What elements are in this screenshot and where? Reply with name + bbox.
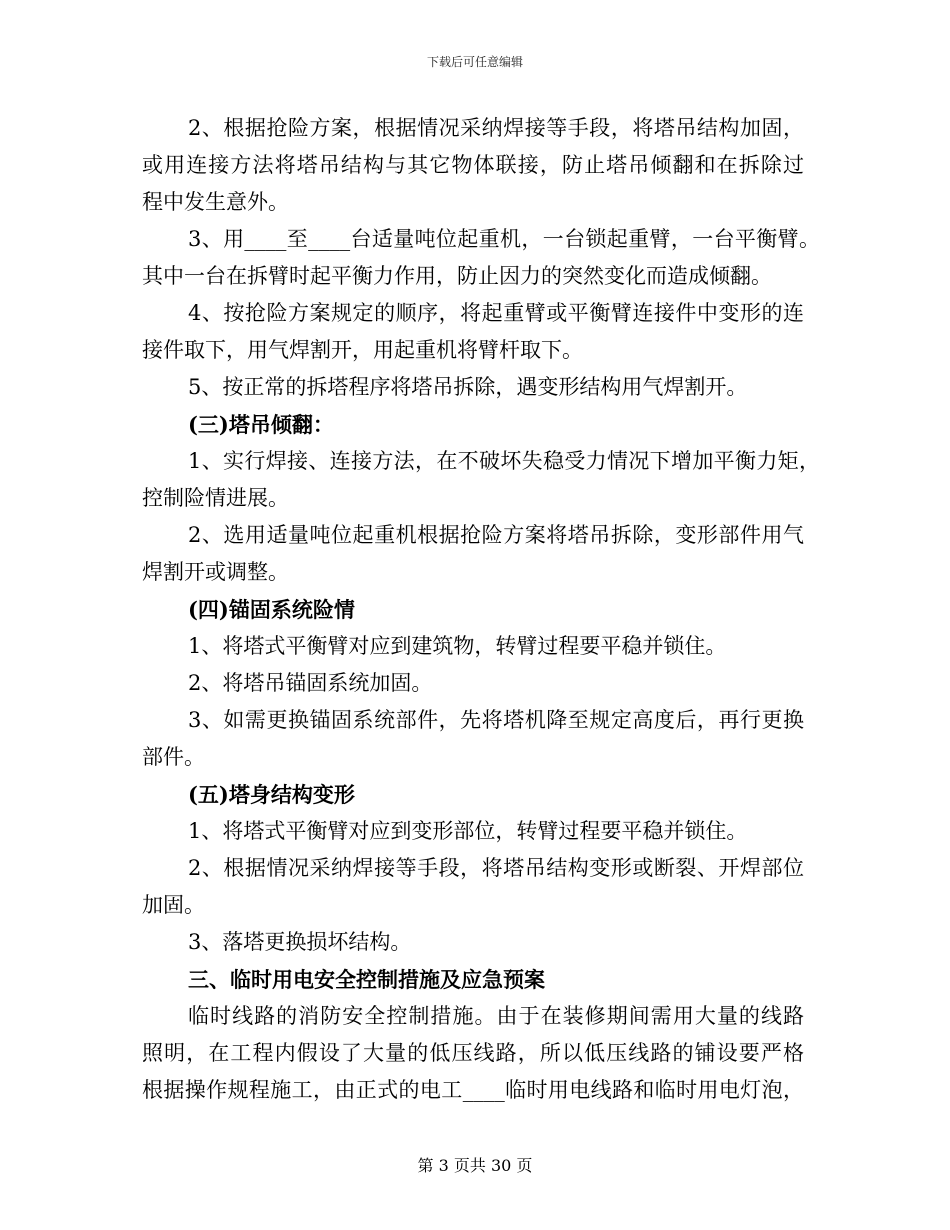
paragraph-line: 部件。 (142, 745, 205, 769)
paragraph-line: 3、落塔更换损坏结构。 (188, 930, 412, 954)
paragraph-line: 接件取下，用气焊割开，用起重机将臂杆取下。 (142, 338, 583, 362)
paragraph-line: 3、如需更换锚固系统部件，先将塔机降至规定高度后，再行更换 (188, 708, 804, 732)
paragraph-line: 5、按正常的拆塔程序将塔吊拆除，遇变形结构用气焊割开。 (188, 375, 748, 399)
paragraph-line: 根据操作规程施工，由正式的电工____临时用电线路和临时用电灯泡， (142, 1078, 804, 1102)
list-item (142, 295, 804, 369)
list-item (142, 443, 820, 517)
paragraph-line: 2、将塔吊锚固系统加固。 (188, 671, 433, 695)
list-item (142, 924, 804, 961)
list-item (142, 628, 804, 665)
paragraph-line: 焊割开或调整。 (142, 560, 289, 584)
list-item (142, 998, 804, 1109)
paragraph-line: 1、实行焊接、连接方法，在不破坏失稳受力情况下增加平衡力矩， (188, 449, 820, 473)
list-item (142, 221, 820, 295)
paragraph-line: 3、用____至____台适量吨位起重机，一台锁起重臂，一台平衡臂。 (188, 227, 820, 251)
list-item (142, 110, 804, 221)
paragraph-line: 4、按抢险方案规定的顺序，将起重臂或平衡臂连接件中变形的连 (188, 301, 804, 325)
paragraph-line: 临时线路的消防安全控制措施。由于在装修期间需用大量的线路 (188, 1004, 804, 1028)
section-heading: (五)塔身结构变形 (188, 782, 355, 807)
list-item (142, 517, 804, 591)
section-temporary-electricity (142, 961, 804, 1109)
paragraph-line: 1、将塔式平衡臂对应到变形部位，转臂过程要平稳并锁住。 (188, 819, 748, 843)
list-item (142, 813, 804, 850)
section-heading: (四)锚固系统险情 (188, 597, 355, 622)
document-body (142, 110, 820, 1109)
paragraph-line: 程中发生意外。 (142, 190, 289, 214)
paragraph-line: 2、选用适量吨位起重机根据抢险方案将塔吊拆除，变形部件用气 (188, 523, 804, 547)
list-item (142, 850, 804, 924)
paragraph-line: 2、根据情况采纳焊接等手段，将塔吊结构变形或断裂、开焊部位 (188, 856, 804, 880)
list-item (142, 702, 804, 776)
paragraph-line: 2、根据抢险方案，根据情况采纳焊接等手段，将塔吊结构加固， (188, 116, 804, 140)
page-number-footer: 第 3 页共 30 页 (417, 1156, 533, 1175)
paragraph-line: 或用连接方法将塔吊结构与其它物体联接，防止塔吊倾翻和在拆除过 (142, 153, 804, 177)
list-item (142, 369, 804, 406)
page-header-note: 下载后可任意编辑 (426, 55, 523, 69)
paragraph-line: 加固。 (142, 893, 205, 917)
paragraph-line: 照明，在工程内假设了大量的低压线路，所以低压线路的铺设要严格 (142, 1041, 804, 1065)
section-tower-crane-overturn (142, 406, 820, 591)
section-heading: 三、临时用电安全控制措施及应急预案 (188, 967, 545, 992)
paragraph-line: 控制险情进展。 (142, 486, 289, 510)
section-heading: (三)塔吊倾翻： (188, 412, 334, 437)
section-tower-body-deformation (142, 776, 804, 961)
list-item (142, 665, 804, 702)
paragraph-line: 1、将塔式平衡臂对应到建筑物，转臂过程要平稳并锁住。 (188, 634, 727, 658)
paragraph-line: 其中一台在拆臂时起平衡力作用，防止因力的突然变化而造成倾翻。 (142, 264, 772, 288)
section-anchor-system-hazard (142, 591, 804, 776)
